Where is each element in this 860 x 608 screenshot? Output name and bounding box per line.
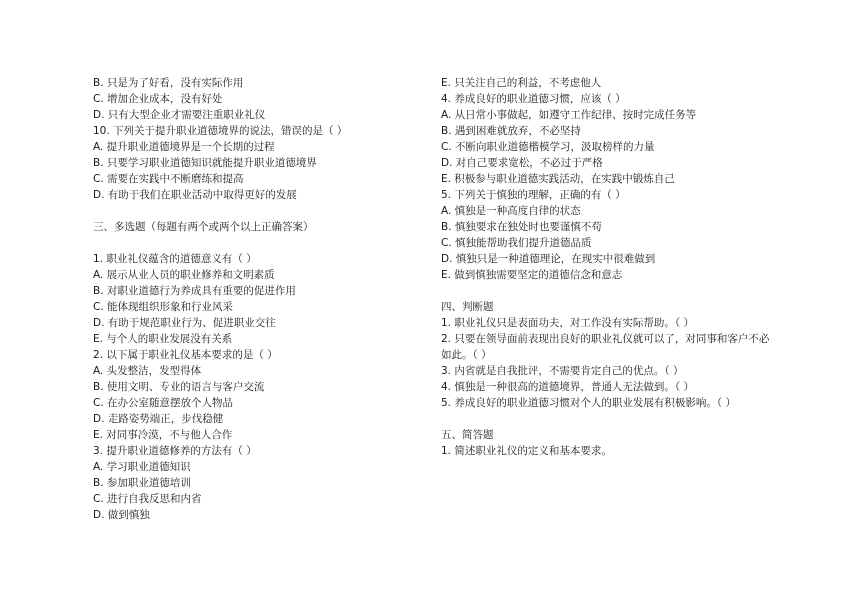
option-line: B. 遇到困难就放弃，不必坚持 xyxy=(441,125,581,137)
short-answer-item: 1. 简述职业礼仪的定义和基本要求。 xyxy=(441,445,612,457)
section-heading: 四、判断题 xyxy=(441,301,494,313)
judgment-item: 4. 慎独是一种很高的道德境界，普通人无法做到。（ ） xyxy=(441,381,694,393)
question-line: 2. 以下属于职业礼仪基本要求的是（ ） xyxy=(93,349,278,361)
option-line: D. 有助于我们在职业活动中取得更好的发展 xyxy=(93,189,297,201)
option-line: C. 在办公室随意摆放个人物品 xyxy=(93,397,234,409)
option-line: E. 做到慎独需要坚定的道德信念和意志 xyxy=(441,269,623,281)
judgment-item-continued: 如此。（ ） xyxy=(441,349,492,361)
option-line: B. 只是为了好看，没有实际作用 xyxy=(93,77,244,89)
option-line: E. 对同事冷漠，不与他人合作 xyxy=(93,429,233,441)
option-line: B. 只要学习职业道德知识就能提升职业道德境界 xyxy=(93,157,317,169)
judgment-item: 1. 职业礼仪只是表面功夫，对工作没有实际帮助。（ ） xyxy=(441,317,694,329)
spacer xyxy=(93,235,423,251)
option-line: A. 学习职业道德知识 xyxy=(93,461,191,473)
spacer xyxy=(93,203,423,219)
option-line: C. 进行自我反思和内省 xyxy=(93,493,202,505)
option-line: B. 参加职业道德培训 xyxy=(93,477,191,489)
option-line: D. 走路姿势端正，步伐稳健 xyxy=(93,413,224,425)
option-line: C. 不断向职业道德楷模学习，汲取榜样的力量 xyxy=(441,141,655,153)
option-line: E. 积极参与职业道德实践活动，在实践中锻炼自己 xyxy=(441,173,675,185)
option-line: C. 增加企业成本，没有好处 xyxy=(93,93,223,105)
option-line: B. 慎独要求在独处时也要谨慎不苟 xyxy=(441,221,602,233)
left-column xyxy=(93,75,423,523)
judgment-item: 3. 内省就是自我批评，不需要肯定自己的优点。（ ） xyxy=(441,365,684,377)
option-line: E. 与个人的职业发展没有关系 xyxy=(93,333,233,345)
option-line: B. 使用文明、专业的语言与客户交流 xyxy=(93,381,265,393)
option-line: A. 头发整洁，发型得体 xyxy=(93,365,202,377)
option-line: A. 提升职业道德境界是一个长期的过程 xyxy=(93,141,275,153)
judgment-item: 5. 养成良好的职业道德习惯对个人的职业发展有积极影响。（ ） xyxy=(441,397,736,409)
option-line: E. 只关注自己的利益，不考虑他人 xyxy=(441,77,602,89)
option-line: C. 需要在实践中不断磨练和提高 xyxy=(93,173,244,185)
question-line: 5. 下列关于慎独的理解，正确的有（ ） xyxy=(441,189,626,201)
option-line: C. 能体现组织形象和行业风采 xyxy=(93,301,234,313)
section-heading: 三、多选题（每题有两个或两个以上正确答案） xyxy=(93,221,314,233)
option-line: B. 对职业道德行为养成具有重要的促进作用 xyxy=(93,285,296,297)
option-line: A. 展示从业人员的职业修养和文明素质 xyxy=(93,269,275,281)
question-line: 3. 提升职业道德修养的方法有（ ） xyxy=(93,445,257,457)
option-line: D. 有助于规范职业行为、促进职业交往 xyxy=(93,317,276,329)
option-line: A. 从日常小事做起，如遵守工作纪律、按时完成任务等 xyxy=(441,109,697,121)
question-line: 1. 职业礼仪蕴含的道德意义有（ ） xyxy=(93,253,257,265)
spacer xyxy=(441,283,781,299)
question-line: 4. 养成良好的职业道德习惯，应该（ ） xyxy=(441,93,626,105)
option-line: D. 做到慎独 xyxy=(93,509,150,521)
question-line: 10. 下列关于提升职业道德境界的说法，错误的是（ ） xyxy=(93,125,348,137)
option-line: D. 只有大型企业才需要注重职业礼仪 xyxy=(93,109,266,121)
spacer xyxy=(441,411,781,427)
option-line: C. 慎独能帮助我们提升道德品质 xyxy=(441,237,592,249)
option-line: D. 对自己要求宽松，不必过于严格 xyxy=(441,157,603,169)
option-line: A. 慎独是一种高度自律的状态 xyxy=(441,205,581,217)
section-heading: 五、简答题 xyxy=(441,429,494,441)
option-line: D. 慎独只是一种道德理论，在现实中很难做到 xyxy=(441,253,656,265)
right-column xyxy=(441,75,781,459)
judgment-item: 2. 只要在领导面前表现出良好的职业礼仪就可以了，对同事和客户不必 xyxy=(441,333,770,345)
